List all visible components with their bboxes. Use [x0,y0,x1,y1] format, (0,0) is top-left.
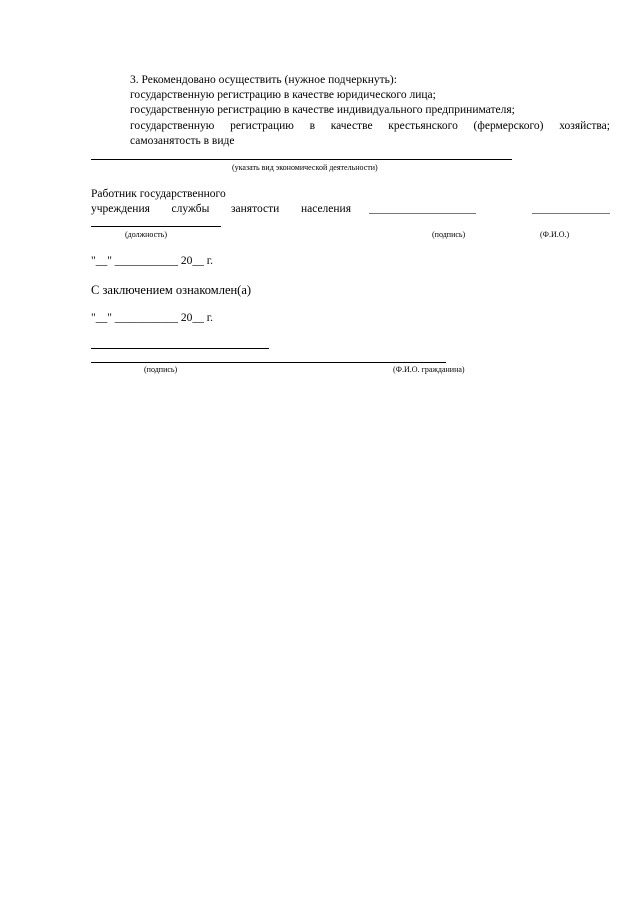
worker-title-line1: Работник государственного [91,188,226,200]
citizen-signature-line [91,362,446,363]
option-individual-entrepreneur: государственную регистрацию в качестве индивидуального предпринимателя; [130,104,515,116]
section-3-title: 3. Рекомендовано осуществить (нужное подчеркнуть): [130,74,397,86]
date-line-1: "__" ___________ 20__ г. [91,255,214,267]
position-caption: (должность) [125,230,167,239]
worker-word: учреждения [91,203,150,215]
worker-name-line [532,213,610,214]
activity-caption: (указать вид экономической деятельности) [232,163,378,172]
date-line-2: "__" ___________ 20__ г. [91,312,214,324]
worker-signature-line [369,213,476,214]
citizen-short-line [91,348,269,349]
acquainted-text: С заключением ознакомлен(а) [91,283,252,297]
citizen-name-caption: (Ф.И.О. гражданина) [393,365,465,374]
worker-word: занятости [231,203,280,215]
activity-line [91,159,512,160]
position-line [91,226,221,227]
worker-word: службы [171,203,210,215]
option-legal-entity: государственную регистрацию в качестве юридического лица; [130,89,436,101]
worker-title-line2 [91,202,351,217]
option-farm: государственную регистрацию в качестве крестьянского (фермерского) хозяйства; [130,120,610,132]
worker-word: населения [300,203,351,215]
worker-name-caption: (Ф.И.О.) [540,230,570,239]
option-self-employment: самозанятость в виде [130,135,235,147]
worker-signature-caption: (подпись) [432,230,466,239]
citizen-signature-caption: (подпись) [144,365,178,374]
